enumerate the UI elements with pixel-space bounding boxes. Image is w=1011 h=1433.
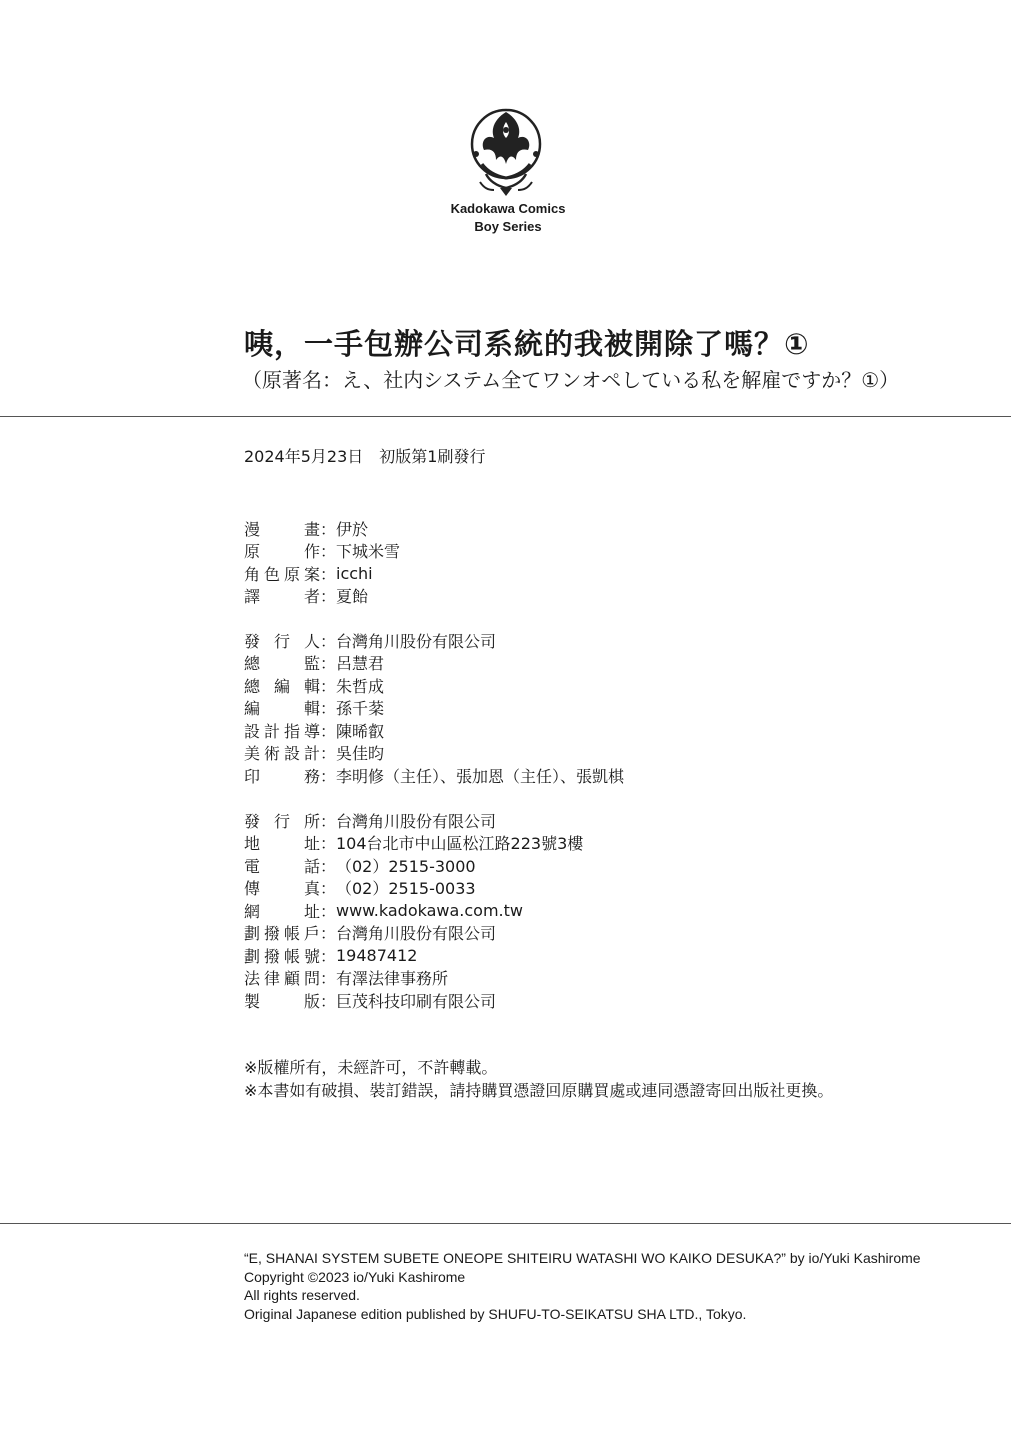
credit-row: 劃撥帳戶 ： 台灣角川股份有限公司 (244, 922, 583, 945)
credit-label: 印務 (244, 766, 320, 786)
credit-label: 美術設計 (244, 744, 320, 764)
credits-publisher-info (244, 809, 583, 1012)
imprint-line-2: Boy Series (474, 219, 542, 234)
copyright-block (244, 1249, 921, 1323)
credit-label: 法律顧問 (244, 969, 320, 989)
credit-value: （02）2515-3000 (336, 856, 476, 876)
credit-row: 漫畫 ： 伊於 (244, 517, 400, 540)
phoenix-emblem-icon (466, 104, 546, 200)
copyright-line: “E, SHANAI SYSTEM SUBETE ONEOPE SHITEIRU WATASHI WO KAIKO DESUKA?” by io/Yuki Kashirome (244, 1250, 921, 1266)
credit-row: 地址 ： 104台北市中山區松江路223號3樓 (244, 832, 583, 855)
credit-value: 朱哲成 (336, 676, 385, 696)
credit-value: 19487412 (336, 945, 418, 965)
credit-row: 發行人 ： 台灣角川股份有限公司 (244, 629, 624, 652)
book-title: 咦，一手包辦公司系統的我被開除了嗎？① (244, 327, 810, 361)
credit-row: 法律顧問 ： 有澤法律事務所 (244, 967, 583, 990)
copyright-line: All rights reserved. (244, 1287, 360, 1303)
credit-row: 網址 ： www.kadokawa.com.tw (244, 900, 523, 921)
credit-row: 總監 ： 呂慧君 (244, 652, 624, 675)
credit-value: 伊於 (336, 519, 369, 539)
credit-row: 編輯 ： 孫千棻 (244, 697, 624, 720)
credit-label: 編輯 (244, 699, 320, 719)
credit-label: 製版 (244, 991, 320, 1011)
credit-value: 夏飴 (336, 587, 369, 607)
credit-label: 發行所 (244, 811, 320, 831)
credit-label: 地址 (244, 834, 320, 854)
credit-label: 網址 (244, 901, 320, 921)
credits-creators (244, 517, 400, 607)
credit-value: 陳晞叡 (336, 721, 385, 741)
credit-label: 發行人 (244, 631, 320, 651)
divider-bottom (0, 1223, 1011, 1224)
credit-value: 有澤法律事務所 (336, 969, 449, 989)
credit-row: 設計指導 ： 陳晞叡 (244, 719, 624, 742)
credit-label: 電話 (244, 856, 320, 876)
credit-row: 原作 ： 下城米雪 (244, 540, 400, 563)
credit-value: 下城米雪 (336, 542, 401, 562)
credit-value: 台灣角川股份有限公司 (336, 811, 497, 831)
credit-value: 呂慧君 (336, 654, 385, 674)
credit-label: 總監 (244, 654, 320, 674)
original-title: （原著名：え、社内システム全てワンオペしている私を解雇ですか？①） (242, 368, 900, 392)
credit-row: 電話 ： （02）2515-3000 (244, 854, 583, 877)
credit-label: 劃撥帳戶 (244, 924, 320, 944)
credit-label: 漫畫 (244, 519, 320, 539)
credit-label: 譯者 (244, 587, 320, 607)
credit-value: 台灣角川股份有限公司 (336, 631, 497, 651)
credit-value: （02）2515-0033 (336, 879, 476, 899)
credit-value: 吳佳昀 (336, 744, 385, 764)
credit-value: 孫千棻 (336, 699, 385, 719)
divider-top (0, 416, 1011, 417)
edition-date: 2024年5月23日 初版第1刷發行 (244, 447, 486, 466)
credit-row: 發行所 ： 台灣角川股份有限公司 (244, 809, 583, 832)
credit-row: 美術設計 ： 吳佳昀 (244, 742, 624, 765)
credit-value: 台灣角川股份有限公司 (336, 924, 497, 944)
credit-row: 譯者 ： 夏飴 (244, 585, 400, 608)
credit-label: 原作 (244, 542, 320, 562)
credit-row: 傳真 ： （02）2515-0033 (244, 877, 583, 900)
credit-value: 104台北市中山區松江路223號3樓 (336, 834, 584, 854)
website-link[interactable]: www.kadokawa.com.tw (336, 900, 523, 920)
copyright-line: Original Japanese edition published by SHUFU-TO-SEIKATSU SHA LTD., Tokyo. (244, 1305, 747, 1322)
notice-line: ※本書如有破損、裝訂錯誤，請持購買憑證回原購買處或連同憑證寄回出版社更換。 (244, 1081, 834, 1100)
credit-row: 印務 ： 李明修（主任）、張加恩（主任）、張凱棋 (244, 764, 624, 787)
credit-row: 劃撥帳號 ： 19487412 (244, 945, 418, 966)
credit-label: 劃撥帳號 (244, 946, 320, 966)
credit-value: icchi (336, 563, 373, 583)
copyright-line: Copyright ©2023 io/Yuki Kashirome (244, 1268, 466, 1285)
credit-value: 巨茂科技印刷有限公司 (336, 991, 497, 1011)
imprint-line-1: Kadokawa Comics (450, 201, 566, 216)
credit-label: 角色原案 (244, 564, 320, 584)
credit-row: 角色原案 ： icchi (244, 563, 373, 584)
notices (244, 1056, 833, 1102)
notice-line: ※版權所有，未經許可，不許轉載。 (244, 1058, 498, 1077)
credit-value: 李明修（主任）、張加恩（主任）、張凱棋 (336, 766, 625, 786)
credit-row: 總編輯 ： 朱哲成 (244, 674, 624, 697)
credit-label: 總編輯 (244, 676, 320, 696)
credits-staff (244, 629, 624, 787)
credit-label: 傳真 (244, 879, 320, 899)
credit-label: 設計指導 (244, 721, 320, 741)
credit-row: 製版 ： 巨茂科技印刷有限公司 (244, 989, 583, 1012)
